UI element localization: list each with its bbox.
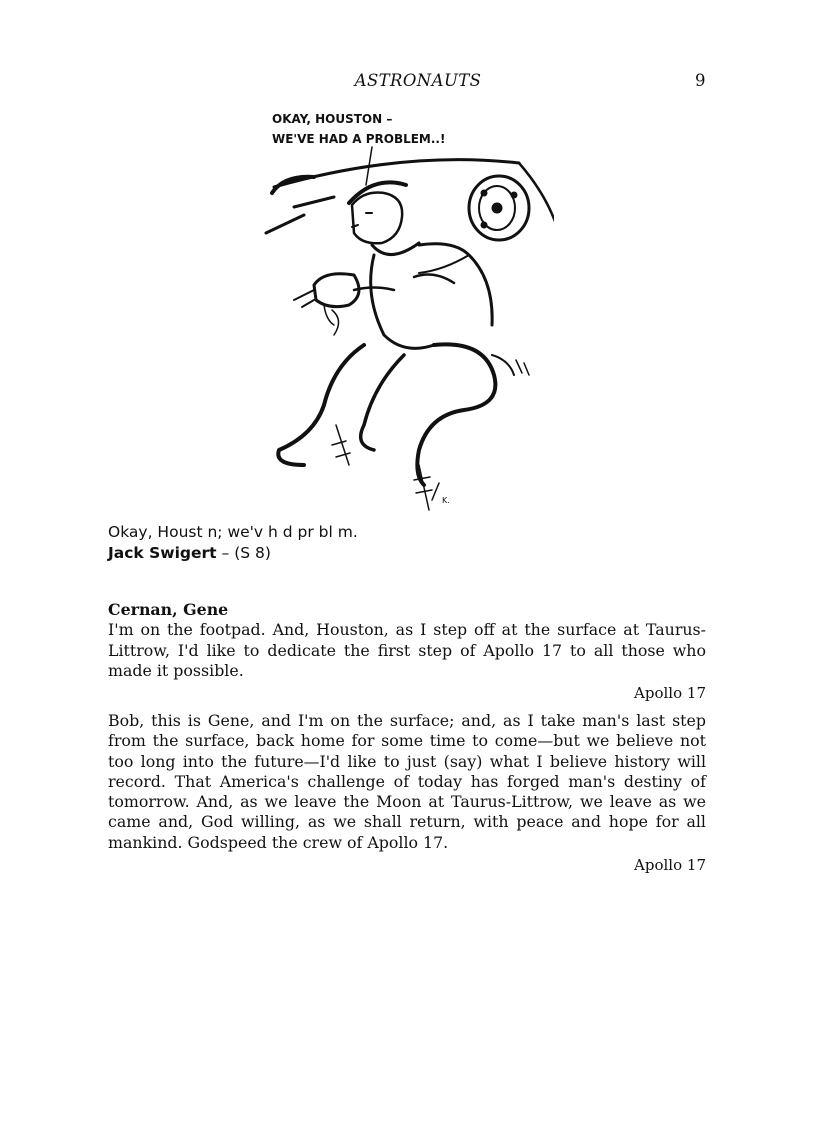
artist-initial-mark: K. xyxy=(442,496,450,505)
quote-text: I'm on the footpad. And, Houston, as I step off at the surface at Taurus-Littrow, I'd like to dedicate the first step of Apollo 17 to all those who made it possible. xyxy=(108,620,706,680)
entry-heading: Cernan, Gene xyxy=(108,600,229,619)
running-header-title: ASTRONAUTS xyxy=(354,71,482,90)
quote-source: Apollo 17 xyxy=(634,684,706,703)
page-number: 9 xyxy=(695,71,706,90)
astronaut-cartoon-icon xyxy=(254,105,554,525)
speech-bubble-line-2: WE'VE HAD A PROBLEM..! xyxy=(272,132,446,146)
quote-text: Bob, this is Gene, and I'm on the surface; and, as I take man's last step from the surface, back home for some time to come—but we believe not too long into the future—I'd like to just (say) what I believe history will record. That America's challenge of today has forged man's destiny of tomorrow. And, as we leave the Moon at Taurus-Littrow, we leave as we came and, God willing, as we shall return, with peace and hope for all mankind. Godspeed the crew of Apollo 17. xyxy=(108,711,706,852)
quote-entry-cernan-second xyxy=(108,711,706,875)
cartoon-caption xyxy=(108,522,358,564)
caption-attribution-name: Jack Swigert xyxy=(108,544,217,562)
caption-attribution-dash: – xyxy=(216,544,235,562)
speech-bubble-line-1: OKAY, HOUSTON – xyxy=(272,112,393,126)
caption-quote: Okay, Houst n; we'v h d pr bl m. xyxy=(108,523,358,541)
caption-attribution-note: (S 8) xyxy=(234,544,271,562)
quote-entry-cernan xyxy=(108,600,706,703)
quote-source: Apollo 17 xyxy=(634,856,706,875)
caption-attribution xyxy=(108,543,358,564)
